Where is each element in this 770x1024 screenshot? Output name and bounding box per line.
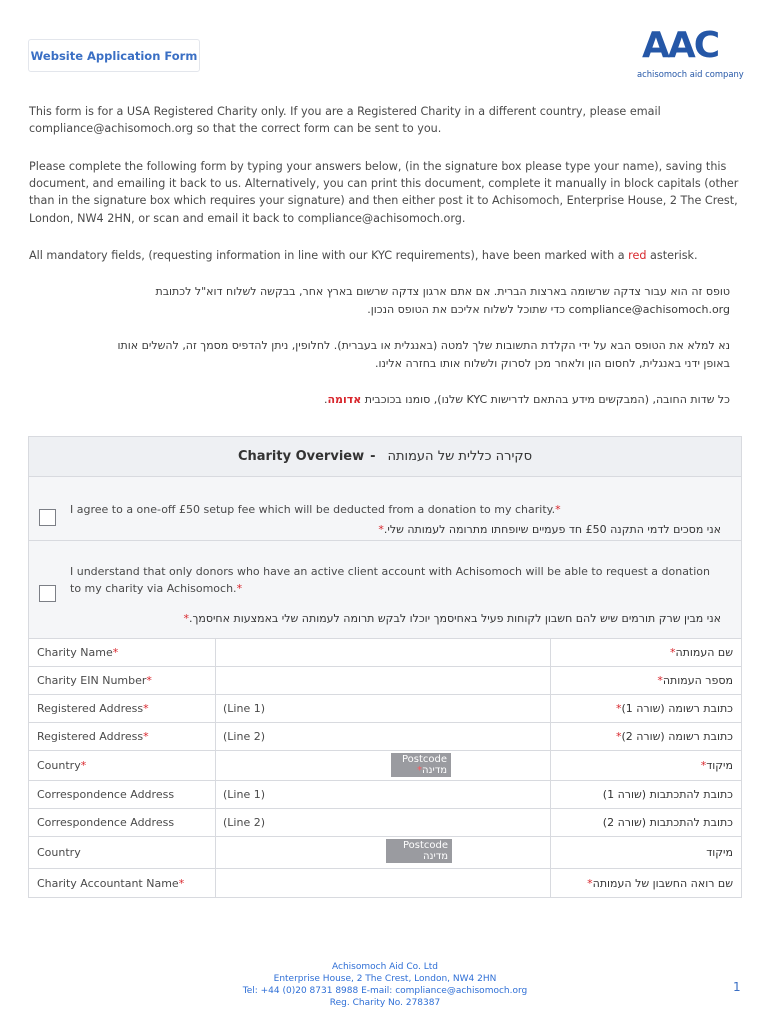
row-label bbox=[29, 751, 216, 780]
country-input[interactable] bbox=[216, 751, 551, 780]
intro-paragraph-2: Please complete the following form by typing your answers below, (in the signature box please type your name), saving this document, and emailing it back to us. Alternatively, you can print this document, complete it manually in block capitals (other than in the signature box which requires your signature) and then either post it to Achisomoch, Enterprise House, 2 The Crest, London, NW4 2HN, or scan and email it back to compliance@achisomoch.org. bbox=[29, 160, 739, 225]
hebrew-paragraph-2: נא למלא את הטופס הבא על ידי הקלדת התשובות שלך למטה (באנגלית או בעברית). לחלופין, ניתן להדפיס מסמך זה, להשלים אותו באופן ידני באנגלית, לחסום הון ולאחר מכן לסרוק ולשלוח אותו בחזרה אלינו. bbox=[117, 339, 730, 370]
required-star: * bbox=[146, 674, 152, 687]
agreement-1-he bbox=[61, 523, 721, 536]
required-star-he: * bbox=[587, 876, 593, 890]
postcode-label-en: Postcode bbox=[402, 840, 448, 851]
footer-company: Achisomoch Aid Co. Ltd bbox=[332, 962, 438, 972]
required-star-he: * bbox=[669, 646, 676, 659]
hebrew-p3-after: . bbox=[323, 393, 328, 406]
hebrew-paragraph-1: טופס זה הוא עבור צדקה שרשומה בארצות הברית. אם אתם ארגון צדקה שרשום בארץ אחר, בבקשה לשלוח דוא"ל לכתובת compliance@achisomoch.org כדי שתוכל לשלוח אליכם את הטופס הנכון. bbox=[155, 285, 730, 316]
row-label-text: Country bbox=[37, 759, 81, 772]
intro-p3-before: All mandatory fields, (requesting information in line with our KYC requirements), have been marked with a bbox=[29, 249, 629, 262]
field-hint: (Line 1) bbox=[223, 788, 266, 801]
registered-address-line1-input[interactable] bbox=[216, 695, 551, 722]
aac-logo bbox=[630, 26, 745, 82]
required-star: * bbox=[143, 730, 149, 743]
row-charity-ein bbox=[29, 667, 741, 695]
intro-paragraph-1: This form is for a USA Registered Charity only. If you are a Registered Charity in a different country, please email compliance@achisomoch.org so that the correct form can be sent to you. bbox=[29, 105, 661, 136]
page-footer bbox=[0, 961, 770, 1009]
required-star: * bbox=[143, 702, 149, 715]
form-title: Website Application Form bbox=[30, 48, 198, 63]
setup-fee-checkbox[interactable] bbox=[39, 509, 56, 526]
postcode-label bbox=[391, 753, 451, 777]
row-label-he-text: כתובת להתכתבות (שורה 1) bbox=[602, 788, 733, 801]
section-title-separator: - bbox=[370, 449, 376, 464]
agreement-1-en-star: * bbox=[555, 503, 561, 516]
correspondence-address-line2-input[interactable] bbox=[216, 809, 551, 836]
agreement-1-en-text: I agree to a one-off £50 setup fee which will be deducted from a donation to my charity. bbox=[70, 503, 556, 516]
row-correspondence-address-1 bbox=[29, 781, 741, 809]
section-title-en: Charity Overview bbox=[237, 449, 365, 464]
postcode-label-he: מדינה bbox=[421, 765, 447, 776]
row-label-text: Country bbox=[37, 846, 81, 859]
required-star-he: * bbox=[615, 702, 622, 715]
row-label-he bbox=[551, 639, 741, 666]
postcode-label bbox=[386, 839, 452, 863]
hebrew-p3-red: אדומה bbox=[327, 393, 362, 406]
row-label bbox=[29, 639, 216, 666]
row-charity-name bbox=[29, 639, 741, 667]
correspondence-address-line1-input[interactable] bbox=[216, 781, 551, 808]
agreement-2-he bbox=[61, 612, 721, 625]
row-label-he bbox=[551, 695, 741, 722]
row-label bbox=[29, 723, 216, 750]
agreement-setup-fee bbox=[29, 477, 741, 541]
postcode-star: * bbox=[416, 765, 422, 776]
row-country-registered bbox=[29, 751, 741, 781]
row-label-text: Correspondence Address bbox=[37, 816, 175, 829]
intro-p3-after: asterisk. bbox=[646, 249, 698, 262]
agreement-1-en bbox=[70, 501, 710, 518]
field-hint: (Line 2) bbox=[223, 730, 266, 743]
logo-mark: AAC bbox=[642, 25, 719, 66]
agreement-donors bbox=[29, 541, 741, 639]
row-label-he-text: מיקוד bbox=[706, 846, 733, 859]
row-label-he bbox=[551, 751, 741, 780]
row-correspondence-address-2 bbox=[29, 809, 741, 837]
row-accountant-name bbox=[29, 869, 741, 897]
row-label bbox=[29, 781, 216, 808]
hebrew-paragraph-3 bbox=[90, 391, 730, 409]
row-label-he-text: כתובת להתכתבות (שורה 2) bbox=[602, 816, 733, 829]
agreement-2-he-text: אני מבין שרק תורמים שיש להם חשבון לקוחות פעיל באחיסמך יוכלו לבקש תרומה לעמותה שלי באמצעות אחיסמך. bbox=[188, 612, 721, 625]
registered-address-line2-input[interactable] bbox=[216, 723, 551, 750]
row-label-text: Charity Accountant Name bbox=[37, 876, 179, 890]
agreement-2-en-star: * bbox=[236, 582, 243, 595]
row-label-text: Charity Name bbox=[37, 646, 113, 659]
row-label-he bbox=[551, 781, 741, 808]
row-label-he-text: שם העמותה bbox=[675, 646, 733, 659]
row-registered-address-2 bbox=[29, 723, 741, 751]
row-label-text: Correspondence Address bbox=[37, 788, 175, 801]
agreement-1-he-text: אני מסכים לדמי התקנה £50 חד פעמיים שיופחתו מתרומה לעמותה שלי. bbox=[383, 523, 721, 536]
row-label bbox=[29, 695, 216, 722]
agreement-2-en-text: I understand that only donors who have an active client account with Achisomoch will be able to request a donation to my charity via Achisomoch. bbox=[70, 565, 711, 595]
footer-registration: Reg. Charity No. 278387 bbox=[329, 998, 441, 1008]
section-title-he: סקירה כללית של העמותה bbox=[387, 449, 533, 464]
required-star-he: * bbox=[700, 759, 707, 772]
correspondence-country-input[interactable] bbox=[216, 837, 551, 868]
row-label-text: Charity EIN Number bbox=[37, 674, 147, 687]
agreement-2-he-star: * bbox=[183, 612, 189, 625]
field-hint: (Line 1) bbox=[223, 702, 266, 715]
page-number: 1 bbox=[733, 980, 741, 994]
required-star: * bbox=[178, 876, 185, 890]
required-star-he: * bbox=[657, 674, 663, 687]
hebrew-p3-before: כל שדות החובה, (המבקשים מידע בהתאם לדרישות KYC שלנו), סומנו בכוכבית bbox=[361, 393, 730, 406]
row-label-text: Registered Address bbox=[37, 730, 144, 743]
field-hint: (Line 2) bbox=[223, 816, 266, 829]
required-star: * bbox=[112, 646, 119, 659]
row-label-text: Registered Address bbox=[37, 702, 144, 715]
row-label-he-text: כתובת רשומה (שורה 2) bbox=[621, 730, 733, 743]
charity-ein-input[interactable] bbox=[216, 667, 551, 694]
form-title-box bbox=[28, 39, 200, 72]
row-label bbox=[29, 837, 216, 868]
row-label-he bbox=[551, 869, 741, 897]
postcode-label-he: מדינה bbox=[422, 851, 448, 862]
required-star: * bbox=[80, 759, 87, 772]
row-label-he bbox=[551, 723, 741, 750]
row-label-he-text: מיקוד bbox=[706, 759, 733, 772]
agreement-1-he-star: * bbox=[378, 523, 384, 536]
row-label-he bbox=[551, 667, 741, 694]
row-label-he-text: כתובת רשומה (שורה 1) bbox=[621, 702, 733, 715]
donors-checkbox[interactable] bbox=[39, 585, 56, 602]
intro-paragraph-3 bbox=[29, 247, 741, 264]
row-label bbox=[29, 869, 216, 897]
logo-tagline: achisomoch aid company bbox=[637, 69, 744, 79]
accountant-name-input[interactable] bbox=[216, 869, 551, 897]
footer-address: Enterprise House, 2 The Crest, London, NW4 2HN bbox=[273, 974, 497, 984]
section-header bbox=[29, 437, 741, 477]
row-label-he-text: מספר העמותה bbox=[662, 674, 733, 687]
row-label bbox=[29, 809, 216, 836]
intro-p3-red: red bbox=[628, 249, 647, 262]
postcode-label-en: Postcode bbox=[401, 754, 447, 765]
agreement-2-en bbox=[70, 563, 710, 597]
row-label-he-text: שם רואה החשבון של העמותה bbox=[592, 876, 733, 890]
footer-contact: Tel: +44 (0)20 8731 8988 E-mail: compliance@achisomoch.org bbox=[242, 986, 528, 996]
row-label-he bbox=[551, 837, 741, 868]
row-label-he bbox=[551, 809, 741, 836]
required-star-he: * bbox=[615, 730, 622, 743]
row-label bbox=[29, 667, 216, 694]
charity-name-input[interactable] bbox=[216, 639, 551, 666]
charity-overview-form bbox=[28, 436, 742, 898]
row-registered-address-1 bbox=[29, 695, 741, 723]
row-country-correspondence bbox=[29, 837, 741, 869]
